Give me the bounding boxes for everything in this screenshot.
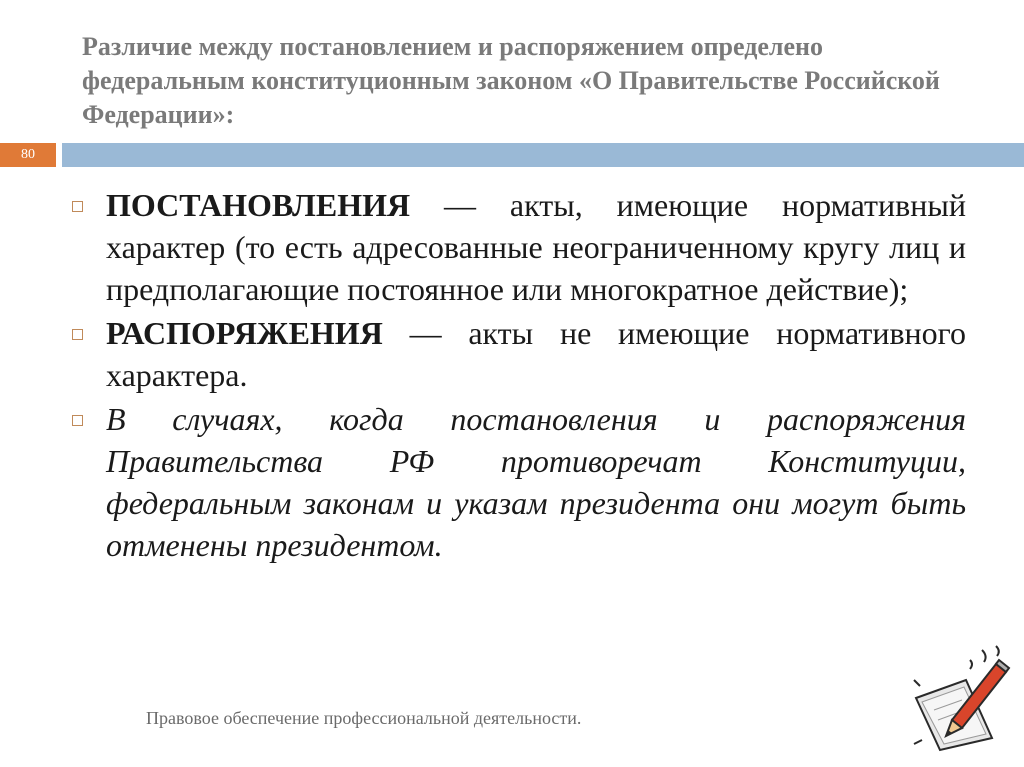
- bullet-item-contradiction: [70, 398, 966, 566]
- contradiction-text: В случаях, когда постановления и распоряжения Правительства РФ противоречат Конституции, федеральным законам и указам президента они могут быть отменены президентом.: [106, 401, 966, 563]
- square-bullet-icon: [72, 415, 83, 426]
- bullet-item-postanovleniya: [70, 184, 966, 310]
- bullet-item-rasporyazheniya: [70, 312, 966, 396]
- footer-text: Правовое обеспечение профессиональной деятельности.: [146, 708, 582, 728]
- square-bullet-icon: [72, 329, 83, 340]
- term-postanovleniya: ПОСТАНОВЛЕНИЯ: [106, 187, 411, 223]
- definition-postanovleniya: — акты, имеющие нормативный характер (то есть адресованные неограниченному кругу лиц и предполагающие постоянное или многократное действие);: [106, 187, 966, 307]
- square-bullet-icon: [72, 201, 83, 212]
- definition-rasporyazheniya: — акты не имеющие нормативного характера.: [106, 315, 966, 393]
- pencil-paper-clipart-icon: [908, 640, 1014, 752]
- slide-number: 80: [0, 143, 56, 167]
- bullet-list: [70, 184, 966, 568]
- slide-title: Различие между постановлением и распоряжением определено федеральным конституционным законом «О Правительстве Российской Федерации»:: [82, 32, 940, 129]
- title-divider-bar: [62, 143, 1024, 167]
- term-rasporyazheniya: РАСПОРЯЖЕНИЯ: [106, 315, 383, 351]
